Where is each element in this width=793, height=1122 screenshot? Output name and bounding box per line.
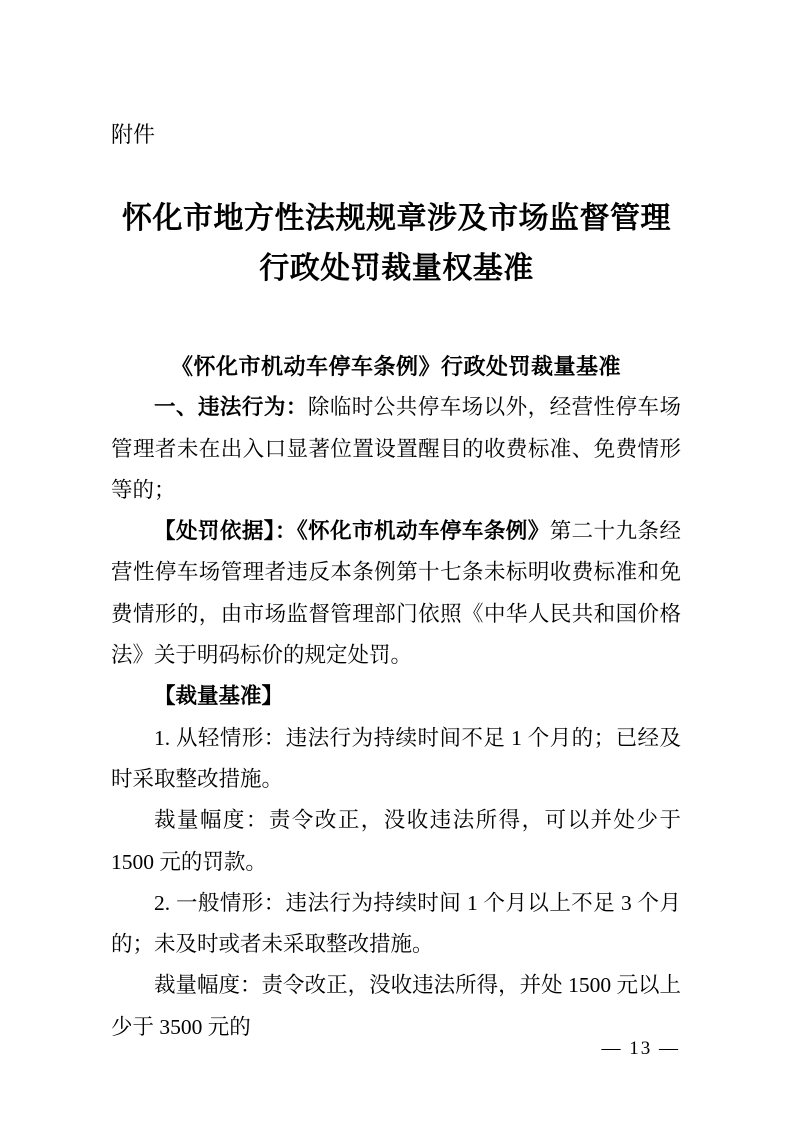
document-body	[111, 346, 681, 1048]
paragraph-general-range	[111, 965, 681, 1048]
paragraph-discretion-header-lead: 【裁量基准】	[154, 684, 284, 709]
paragraph-discretion-header	[111, 676, 681, 717]
paragraph-lenient-case	[111, 718, 681, 801]
paragraph-penalty-basis-text: 第二十九条经营性停车场管理者违反本条例第十七条未标明收费标准和免费情形的，由市场监督管理部门依照《中华人民共和国价格法》关于明码标价的规定处罚。	[111, 519, 681, 668]
title-line-2: 行政处罚裁量权基准	[259, 252, 534, 285]
paragraph-lenient-case-text: 1. 从轻情形：违法行为持续时间不足 1 个月的；已经及时采取整改措施。	[111, 725, 681, 791]
attachment-label: 附件	[111, 122, 156, 147]
page-number: — 13 —	[601, 1038, 680, 1059]
paragraph-penalty-basis-lead: 【处罚依据】：《怀化市机动车停车条例》	[154, 519, 550, 544]
paragraph-lenient-range	[111, 800, 681, 883]
paragraph-violation	[111, 387, 681, 511]
document-title	[0, 194, 793, 294]
paragraph-violation-text: 除临时公共停车场以外，经营性停车场管理者未在出入口显著位置设置醒目的收费标准、免费情形等的；	[111, 395, 681, 502]
paragraph-lenient-range-text: 裁量幅度：责令改正，没收违法所得，可以并处少于 1500 元的罚款。	[111, 808, 681, 874]
section-heading: 《怀化市机动车停车条例》行政处罚裁量基准	[170, 354, 621, 379]
paragraph-general-range-text: 裁量幅度：责令改正，没收违法所得，并处 1500 元以上少于 3500 元的	[111, 973, 681, 1039]
paragraph-general-case	[111, 883, 681, 966]
paragraph-penalty-basis	[111, 511, 681, 676]
paragraph-general-case-text: 2. 一般情形：违法行为持续时间 1 个月以上不足 3 个月的；未及时或者未采取整改措施。	[111, 890, 681, 957]
paragraph-violation-lead: 一、违法行为：	[154, 395, 308, 420]
title-line-1: 怀化市地方性法规规章涉及市场监督管理	[122, 202, 671, 235]
